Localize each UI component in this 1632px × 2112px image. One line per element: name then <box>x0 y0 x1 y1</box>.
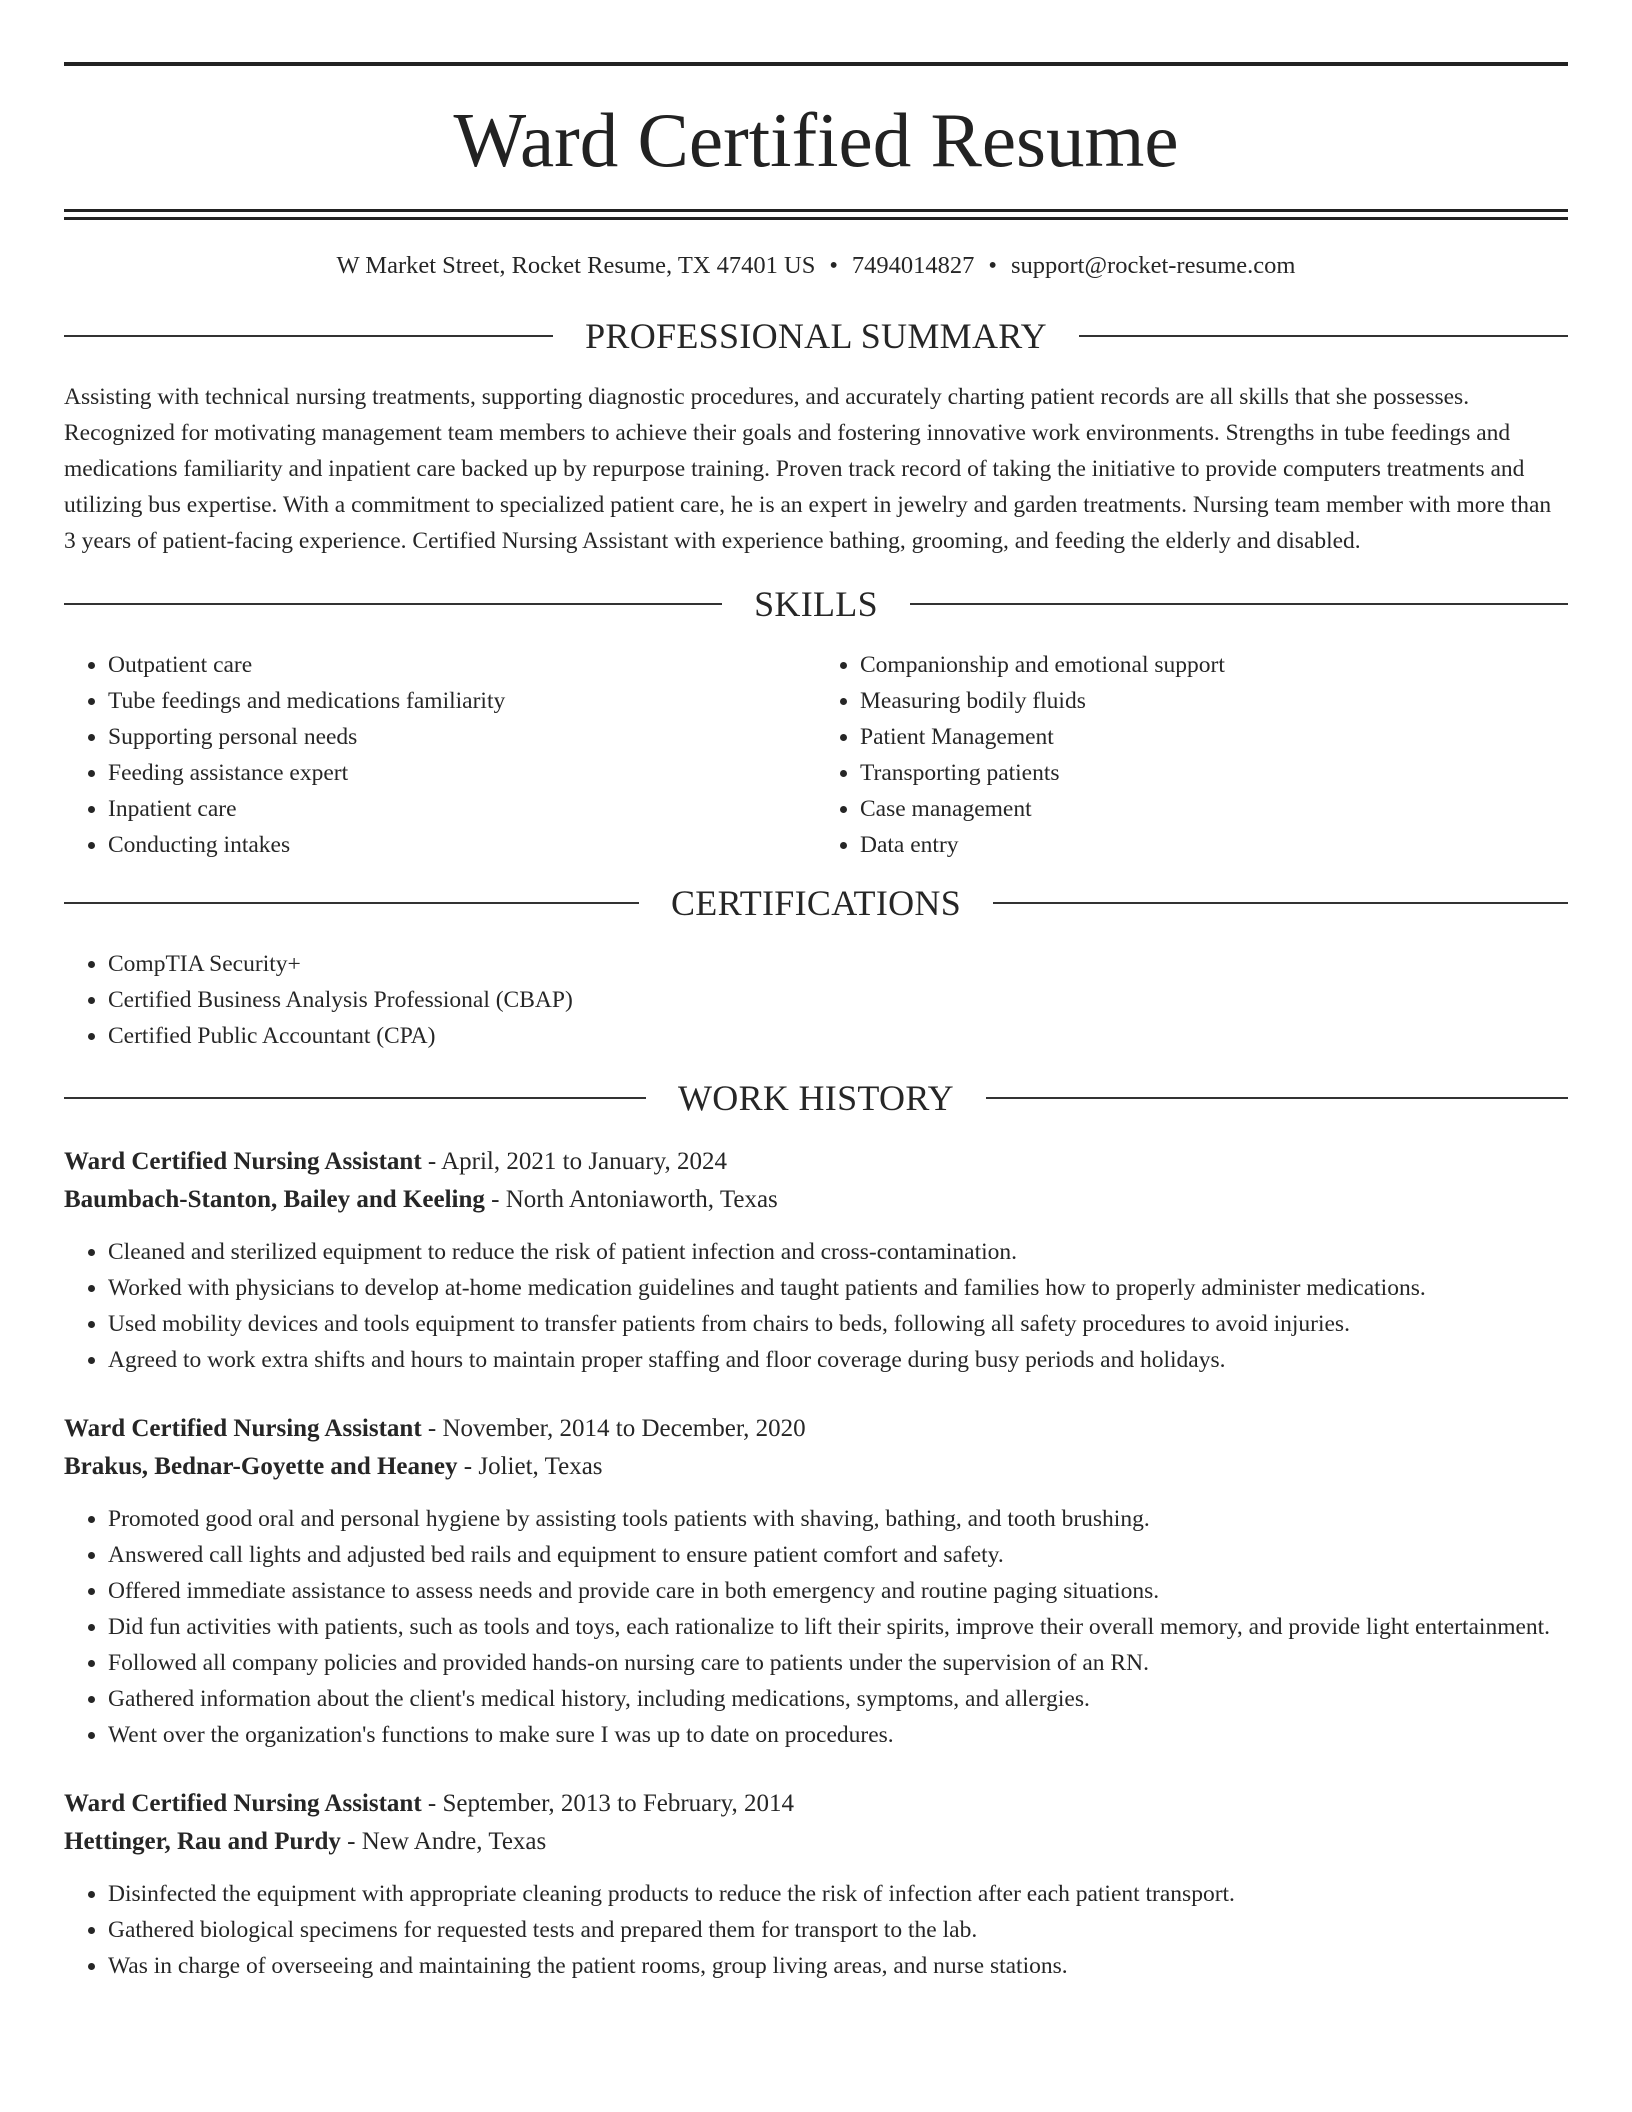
job-duty: • Disinfected the equipment with appropriate cleaning products to reduce the risk of infection after each patient transport. <box>108 1876 1568 1912</box>
skill-item: • Conducting intakes <box>108 827 816 863</box>
skill-item: • Supporting personal needs <box>108 719 816 755</box>
job-title-line <box>64 1143 1568 1181</box>
job-company: Baumbach-Stanton, Bailey and Keeling <box>64 1185 485 1213</box>
skill-item: • Feeding assistance expert <box>108 755 816 791</box>
job-company-line <box>64 1181 1568 1219</box>
job-duty: • Used mobility devices and tools equipment to transfer patients from chairs to beds, following all safety procedures to avoid injuries. <box>108 1306 1568 1342</box>
job-title-line <box>64 1785 1568 1823</box>
resume-name: Ward Certified Resume <box>453 97 1179 183</box>
job-duty: • Answered call lights and adjusted bed rails and equipment to ensure patient comfort and safety. <box>108 1537 1568 1573</box>
certification-item: • Certified Public Accountant (CPA) <box>108 1018 1568 1054</box>
contact-separator: • <box>988 252 997 279</box>
job-entry <box>64 1143 1568 1378</box>
job-title: Ward Certified Nursing Assistant <box>64 1789 422 1817</box>
contact-line <box>64 254 1568 279</box>
certifications-list <box>64 946 1568 1054</box>
job-duties-list <box>64 1876 1568 1984</box>
job-duty: • Cleaned and sterilized equipment to reduce the risk of patient infection and cross-contamination. <box>108 1234 1568 1270</box>
skills-list-left <box>64 647 816 863</box>
job-company-line <box>64 1823 1568 1861</box>
job-duty: • Followed all company policies and provided hands-on nursing care to patients under the supervision of an RN. <box>108 1645 1568 1681</box>
skills-heading <box>64 583 1568 624</box>
job-duties-list <box>64 1501 1568 1753</box>
job-duty: • Gathered biological specimens for requested tests and prepared them for transport to the lab. <box>108 1912 1568 1948</box>
skill-item: • Tube feedings and medications familiarity <box>108 683 816 719</box>
work-history-heading <box>64 1077 1568 1118</box>
certifications-title: CERTIFICATIONS <box>670 882 962 923</box>
job-company: Brakus, Bednar-Goyette and Heaney <box>64 1452 458 1480</box>
skills-title: SKILLS <box>754 583 878 624</box>
skill-item: • Measuring bodily fluids <box>860 683 1568 719</box>
work-history-list <box>64 1143 1568 1984</box>
job-duty: • Worked with physicians to develop at-home medication guidelines and taught patients and families how to properly administer medications. <box>108 1270 1568 1306</box>
job-dates: - September, 2013 to February, 2014 <box>421 1789 794 1817</box>
skills-list-right <box>816 647 1568 863</box>
contact-email: support@rocket-resume.com <box>1010 252 1296 279</box>
skill-item: • Patient Management <box>860 719 1568 755</box>
job-title: Ward Certified Nursing Assistant <box>64 1147 422 1175</box>
skill-item: • Data entry <box>860 827 1568 863</box>
job-dates: - November, 2014 to December, 2020 <box>421 1414 806 1442</box>
certification-item: • Certified Business Analysis Professional (CBAP) <box>108 982 1568 1018</box>
skill-item: • Case management <box>860 791 1568 827</box>
double-rule <box>64 209 1568 220</box>
skills-columns <box>64 647 1568 863</box>
heading-rule <box>993 902 1568 904</box>
top-rule <box>64 62 1568 66</box>
job-location: - North Antoniaworth, Texas <box>484 1185 778 1213</box>
job-duty: • Gathered information about the client's medical history, including medications, symptoms, and allergies. <box>108 1681 1568 1717</box>
contact-phone: 7494014827 <box>851 252 975 279</box>
job-duty: • Was in charge of overseeing and maintaining the patient rooms, group living areas, and nurse stations. <box>108 1948 1568 1984</box>
heading-rule <box>64 902 639 904</box>
job-location: - New Andre, Texas <box>340 1827 547 1855</box>
heading-rule <box>910 603 1568 605</box>
job-duty: • Offered immediate assistance to assess needs and provide care in both emergency and routine paging situations. <box>108 1573 1568 1609</box>
job-company: Hettinger, Rau and Purdy <box>64 1827 341 1855</box>
skill-item: • Outpatient care <box>108 647 816 683</box>
work-history-title: WORK HISTORY <box>678 1077 954 1118</box>
job-duty: • Promoted good oral and personal hygiene by assisting tools patients with shaving, bathing, and tooth brushing. <box>108 1501 1568 1537</box>
job-dates: - April, 2021 to January, 2024 <box>421 1147 727 1175</box>
job-duty: • Went over the organization's functions to make sure I was up to date on procedures. <box>108 1717 1568 1753</box>
job-company-line <box>64 1448 1568 1486</box>
contact-address: W Market Street, Rocket Resume, TX 47401 US <box>336 252 816 279</box>
skill-item: • Transporting patients <box>860 755 1568 791</box>
summary-heading <box>64 315 1568 356</box>
job-title: Ward Certified Nursing Assistant <box>64 1414 422 1442</box>
heading-rule <box>1079 335 1568 337</box>
certification-item: • CompTIA Security+ <box>108 946 1568 982</box>
contact-separator: • <box>829 252 838 279</box>
heading-rule <box>64 335 553 337</box>
certifications-heading <box>64 882 1568 923</box>
job-entry <box>64 1410 1568 1753</box>
skill-item: • Companionship and emotional support <box>860 647 1568 683</box>
summary-text: Assisting with technical nursing treatments, supporting diagnostic procedures, and accurately charting patient records are all skills that she possesses. Recognized for motivating management team members to achieve their goals and fostering innovative work environments. Strengths in tube feedings and medications familiarity and inpatient care backed up by repurpose training. Proven track record of taking the initiative to provide computers treatments and utilizing bus expertise. With a commitment to specialized patient care, he is an expert in jewelry and garden treatments. Nursing team member with more than 3 years of patient-facing experience. Certified Nursing Assistant with experience bathing, grooming, and feeding the elderly and disabled. <box>64 383 1552 554</box>
job-location: - Joliet, Texas <box>457 1452 603 1480</box>
job-duty: • Agreed to work extra shifts and hours to maintain proper staffing and floor coverage during busy periods and holidays. <box>108 1342 1568 1378</box>
skill-item: • Inpatient care <box>108 791 816 827</box>
job-entry <box>64 1785 1568 1984</box>
heading-rule <box>64 603 722 605</box>
summary-title: PROFESSIONAL SUMMARY <box>585 315 1047 356</box>
heading-rule <box>986 1097 1568 1099</box>
job-duties-list <box>64 1234 1568 1378</box>
job-duty: • Did fun activities with patients, such as tools and toys, each rationalize to lift their spirits, improve their overall memory, and provide light entertainment. <box>108 1609 1568 1645</box>
job-title-line <box>64 1410 1568 1448</box>
heading-rule <box>64 1097 646 1099</box>
